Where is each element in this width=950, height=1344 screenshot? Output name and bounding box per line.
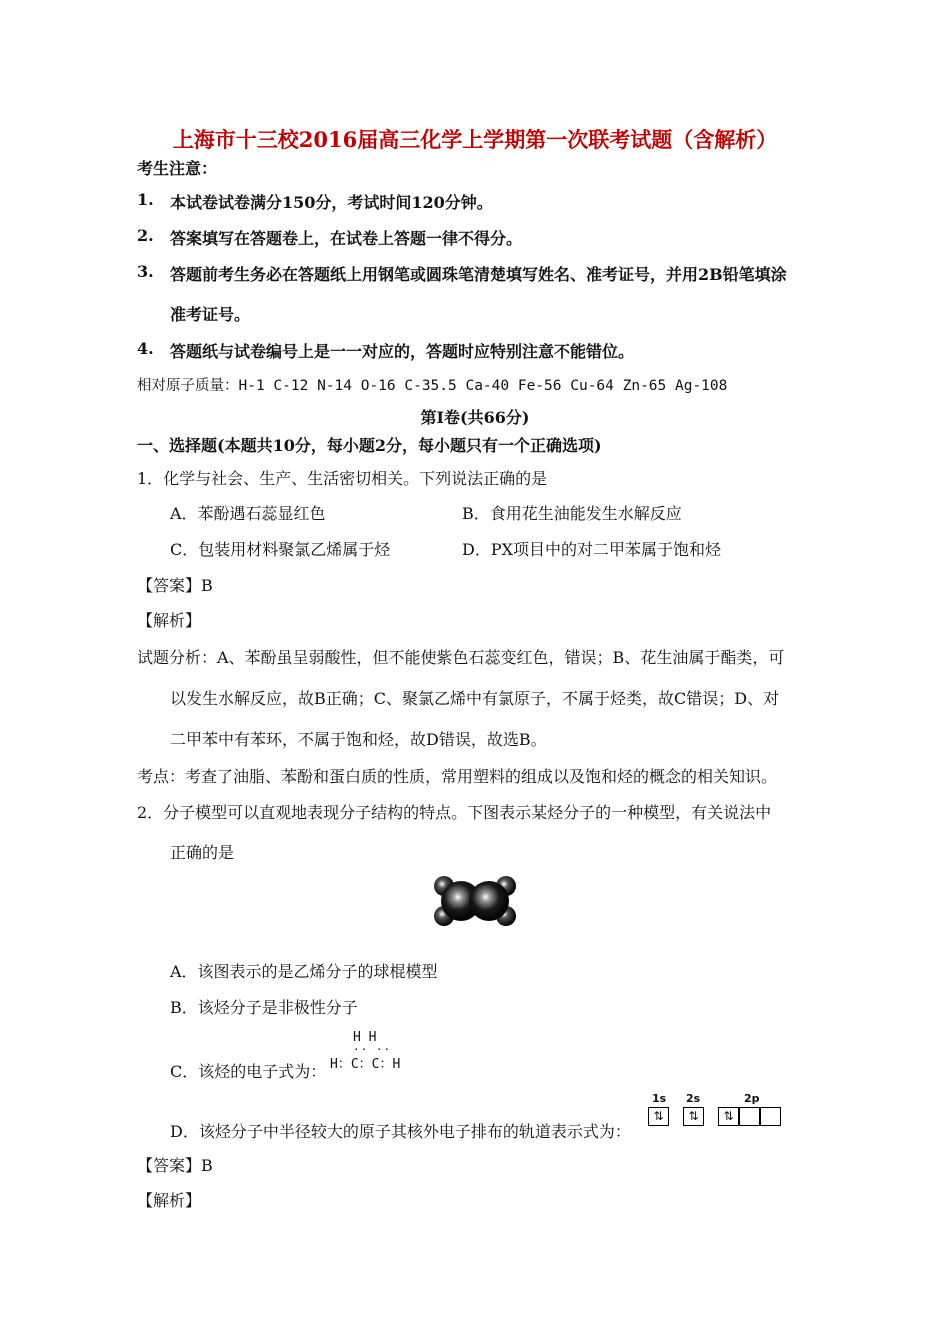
notice-item-2-num: 2.	[137, 226, 154, 245]
q1-kaodian: 考点：考查了油脂、苯酚和蛋白质的性质，常用塑料的组成以及饱和烃的概念的相关知识。	[137, 767, 778, 786]
orbital-label-1s: 1s	[652, 1092, 667, 1105]
orbital-box-2s: ⇅	[683, 1107, 704, 1126]
part-heading: 第Ⅰ卷(共66分)	[420, 408, 530, 427]
q2-option-d: D．该烃分子中半径较大的原子其核外电子排布的轨道表示式为：	[170, 1122, 631, 1141]
q1-analysis-line-2: 以发生水解反应，故B正确；C、聚氯乙烯中有氯原子，不属于烃类，故C错误；D、对	[170, 689, 780, 708]
notice-item-4-text: 答题纸与试卷编号上是一一对应的，答题时应特别注意不能错位。	[170, 342, 635, 361]
q1-option-c: C．包装用材料聚氯乙烯属于烃	[170, 540, 391, 559]
lewis-top-hydrogens: H H	[353, 1030, 377, 1045]
lewis-dots: ·· ··	[353, 1043, 392, 1056]
q1-option-a: A．苯酚遇石蕊显红色	[170, 504, 326, 523]
q2-answer: 【答案】B	[137, 1156, 213, 1175]
space-filling-molecule-model	[430, 872, 520, 930]
notice-item-3-cont: 准考证号。	[170, 305, 251, 324]
q2-option-b: B．该烃分子是非极性分子	[170, 998, 358, 1017]
q2-stem-cont: 正确的是	[170, 843, 235, 862]
notice-heading: 考生注意：	[137, 159, 218, 178]
q1-stem: 1．化学与社会、生产、生活密切相关。下列说法正确的是	[137, 469, 548, 488]
notice-item-2-text: 答案填写在答题卷上，在试卷上答题一律不得分。	[170, 229, 523, 248]
q1-answer: 【答案】B	[137, 576, 213, 595]
notice-item-3-num: 3.	[137, 262, 154, 281]
notice-item-1-num: 1.	[137, 190, 154, 209]
orbital-label-2p: 2p	[744, 1092, 760, 1105]
page-title: 上海市十三校2016届高三化学上学期第一次联考试题（含解析）	[172, 127, 778, 152]
q1-option-d: D．PX项目中的对二甲苯属于饱和烃	[462, 540, 721, 559]
q1-analysis-line-1: 试题分析：A、苯酚虽呈弱酸性，但不能使紫色石蕊变红色，错误；B、花生油属于酯类，可	[137, 648, 785, 667]
q2-analysis-label: 【解析】	[137, 1191, 202, 1210]
orbital-label-2s: 2s	[686, 1092, 701, 1105]
notice-item-4-num: 4.	[137, 339, 154, 358]
atomic-masses: 相对原子质量：H-1 C-12 N-14 O-16 C-35.5 Ca-40 Fe-56 Cu-64 Zn-65 Ag-108	[137, 378, 728, 394]
orbital-box-2p-1: ⇅	[718, 1107, 739, 1126]
q1-option-b: B．食用花生油能发生水解反应	[462, 504, 682, 523]
notice-item-1-text: 本试卷试卷满分150分，考试时间120分钟。	[170, 193, 493, 212]
notice-item-3-text: 答题前考生务必在答题纸上用钢笔或圆珠笔清楚填写姓名、准考证号，并用2B铅笔填涂	[170, 265, 787, 284]
q2-stem: 2．分子模型可以直观地表现分子结构的特点。下图表示某烃分子的一种模型，有关说法中	[137, 803, 772, 822]
section-heading: 一、选择题(本题共10分，每小题2分，每小题只有一个正确选项)	[137, 436, 602, 455]
orbital-box-2p-2	[739, 1107, 760, 1126]
lewis-structure: H：C：C：H	[330, 1057, 401, 1072]
q1-analysis-line-3: 二甲苯中有苯环，不属于饱和烃，故D错误，故选B。	[170, 730, 547, 749]
orbital-box-2p-3	[760, 1107, 781, 1126]
q1-analysis-label: 【解析】	[137, 611, 202, 630]
q2-option-c: C．该烃的电子式为：	[170, 1062, 327, 1081]
q2-option-a: A．该图表示的是乙烯分子的球棍模型	[170, 962, 438, 981]
orbital-box-1s: ⇅	[648, 1107, 669, 1126]
